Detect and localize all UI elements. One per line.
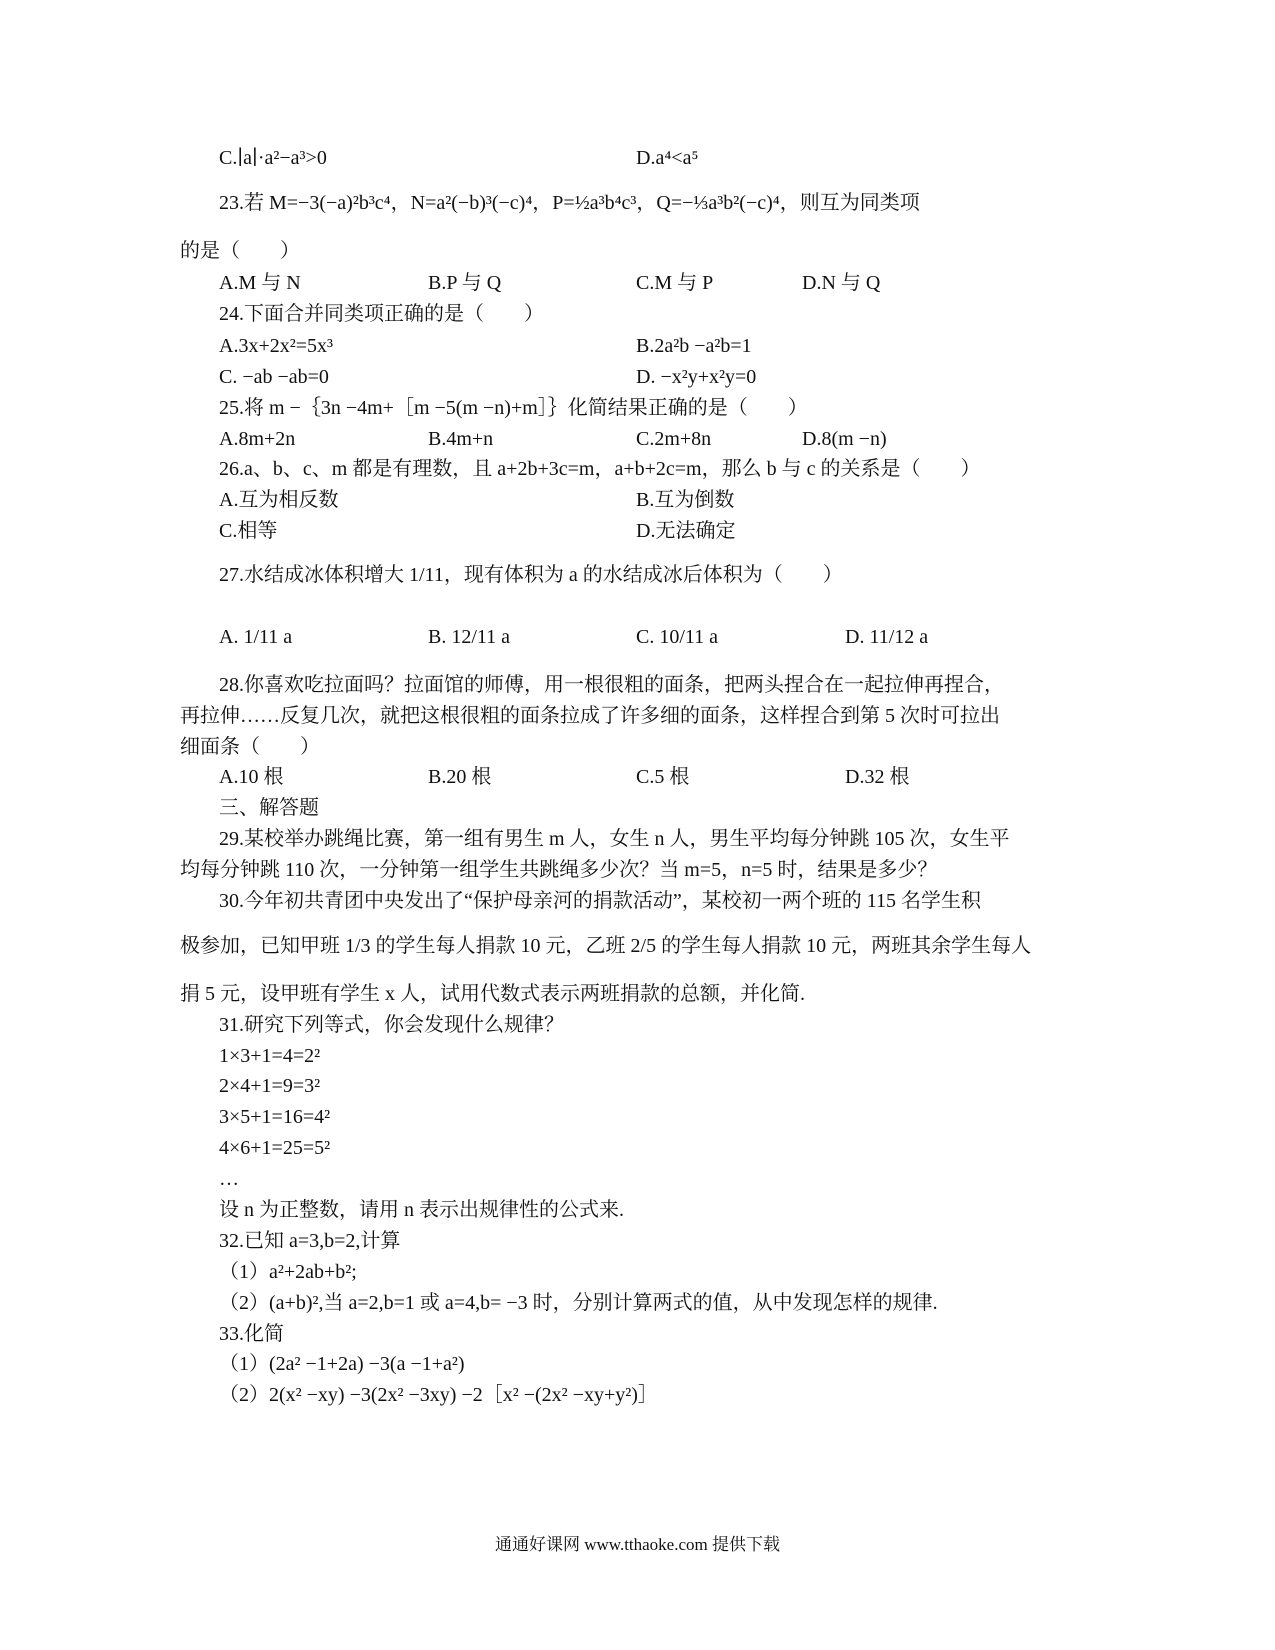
q28-option-d-text: D.32 根 [845,766,910,788]
q24-option-a-text: A.3x+2x²=5x³ [219,335,333,357]
q28-option-b [428,764,491,790]
q26-option-a-text: A.互为相反数 [219,489,339,511]
q31-stem-text: 31.研究下列等式，你会发现什么规律？ [219,1014,564,1036]
q32-part-1-text: （1）a²+2ab+b²; [219,1261,357,1283]
q25-option-a [219,426,295,452]
q27-option-c-text: C. 10/11 a [636,626,719,648]
q23-stem [219,190,920,216]
q28-option-b-text: B.20 根 [428,766,492,788]
q33-part-2-text: （2）2(x² −xy) −3(2x² −3xy) −2［x² −(2x² −xy+y²)］ [219,1384,658,1406]
q26-option-c-text: C.相等 [219,520,278,542]
q22-option-d [636,145,698,171]
q30-line3 [180,981,805,1007]
q25-option-c [636,426,711,452]
q22-option-c-text: C.∣a∣·a²−a³>0 [219,147,327,169]
q30-line1-text: 30.今年初共青团中央发出了“保护母亲河的捐款活动”，某校初一两个班的 115 名学生积 [219,890,982,912]
q27-stem-text: 27.水结成冰体积增大 1/11，现有体积为 a 的水结成冰后体积为（ ） [219,564,843,586]
q29-line2 [180,857,937,883]
q26-option-d [636,518,735,544]
q30-line2-text: 极参加，已知甲班 1/3 的学生每人捐款 10 元，乙班 2/5 的学生每人捐款 10 元，两班其余学生每人 [180,935,1032,957]
q33-stem [219,1321,284,1347]
q25-option-a-text: A.8m+2n [219,428,296,450]
q29-line1 [219,826,1010,852]
q24-stem [219,301,544,327]
q28-option-c-text: C.5 根 [636,766,690,788]
q23-option-b [428,270,501,296]
q31-eq-4 [219,1135,330,1161]
q23-stem-cont-text: 的是（ ） [180,240,300,262]
q31-eq-1 [219,1043,320,1069]
q22-option-d-text: D.a⁴<a⁵ [636,147,699,169]
q31-tail-text: 设 n 为正整数，请用 n 表示出规律性的公式来. [219,1199,624,1221]
q30-line2 [180,933,1031,959]
q32-part-1 [219,1259,357,1285]
q23-stem-text: 23.若 M=−3(−a)²b³c⁴，N=a²(−b)³(−c)⁴，P=½a³b⁴c³，Q=−⅓a³b²(−c)⁴，则互为同类项 [219,192,920,214]
q30-line1 [219,888,981,914]
q25-option-d [802,426,887,452]
q22-option-c [219,145,327,171]
q31-ellipsis [219,1166,239,1192]
q27-option-b [428,624,510,650]
q24-option-c-text: C. −ab −ab=0 [219,366,329,388]
q24-option-c [219,364,329,390]
q29-line2-text: 均每分钟跳 110 次，一分钟第一组学生共跳绳多少次？当 m=5，n=5 时，结果是多少？ [180,859,938,881]
q26-option-b [636,487,734,513]
q33-stem-text: 33.化简 [219,1323,284,1345]
section-heading [219,795,319,821]
q25-option-b-text: B.4m+n [428,428,494,450]
q24-stem-text: 24.下面合并同类项正确的是（ ） [219,303,544,325]
q27-option-d-text: D. 11/12 a [845,626,929,648]
q29-line1-text: 29.某校举办跳绳比赛，第一组有男生 m 人，女生 n 人，男生平均每分钟跳 105 次，女生平 [219,828,1010,850]
q31-tail [219,1197,624,1223]
q28-option-a-text: A.10 根 [219,766,284,788]
q28-option-c [636,764,689,790]
q28-line3-text: 细面条（ ） [180,736,320,758]
q27-option-a-text: A. 1/11 a [219,626,293,648]
q27-option-b-text: B. 12/11 a [428,626,511,648]
q27-stem [219,562,843,588]
q31-eq-2-text: 2×4+1=9=3² [219,1075,321,1097]
q28-line2-text: 再拉伸……反复几次，就把这根很粗的面条拉成了许多细的面条，这样捏合到第 5 次时可拉出 [180,705,1000,727]
q23-option-d [802,270,880,296]
q33-part-1 [219,1351,465,1377]
footer-text: 通通好课网 www.tthaoke.com 提供下载 [494,1535,781,1554]
q26-stem [219,456,980,482]
q26-stem-text: 26.a、b、c、m 都是有理数，且 a+2b+3c=m，a+b+2c=m，那么 b 与 c 的关系是（ ） [219,458,981,480]
q28-stem-line2 [180,703,1000,729]
q23-option-d-text: D.N 与 Q [802,272,881,294]
section-heading-text: 三、解答题 [219,797,319,819]
q24-option-a [219,333,333,359]
q31-ellipsis-text: … [219,1168,239,1190]
q26-option-c [219,518,277,544]
q31-stem [219,1012,564,1038]
q31-eq-1-text: 1×3+1=4=2² [219,1045,321,1067]
q26-option-d-text: D.无法确定 [636,520,736,542]
q28-stem-line3 [180,734,320,760]
q24-option-d-text: D. −x²y+x²y=0 [636,366,757,388]
q28-option-a [219,764,283,790]
q28-option-d [845,764,909,790]
q26-option-b-text: B.互为倒数 [636,489,735,511]
q23-stem-cont [180,238,300,264]
q23-option-a [219,270,301,296]
q25-option-b [428,426,493,452]
q31-eq-3-text: 3×5+1=16=4² [219,1106,331,1128]
q25-stem-text: 25.将 m −｛3n −4m+［m −5(m −n)+m］｝化简结果正确的是（ ） [219,397,808,419]
q27-option-a [219,624,292,650]
q23-option-b-text: B.P 与 Q [428,272,502,294]
q31-eq-3 [219,1104,330,1130]
q32-stem-text: 32.已知 a=3,b=2,计算 [219,1230,401,1252]
q23-option-a-text: A.M 与 N [219,272,301,294]
q30-line3-text: 捐 5 元，设甲班有学生 x 人，试用代数式表示两班捐款的总额，并化简. [180,983,805,1005]
q33-part-2 [219,1382,658,1408]
q31-eq-4-text: 4×6+1=25=5² [219,1137,331,1159]
q32-stem [219,1228,400,1254]
q23-option-c-text: C.M 与 P [636,272,714,294]
q25-option-d-text: D.8(m −n) [802,428,887,450]
q24-option-b [636,333,752,359]
q33-part-1-text: （1）(2a² −1+2a) −3(a −1+a²) [219,1353,465,1375]
q24-option-d [636,364,756,390]
q32-part-2-text: （2）(a+b)²,当 a=2,b=1 或 a=4,b= −3 时，分别计算两式的值，从中发现怎样的规律. [219,1292,938,1314]
page-footer [0,1534,1275,1556]
q28-line1-text: 28.你喜欢吃拉面吗？拉面馆的师傅，用一根很粗的面条，把两头捏合在一起拉伸再捏合， [219,674,1004,696]
q25-stem [219,395,808,421]
q25-option-c-text: C.2m+8n [636,428,712,450]
q23-option-c [636,270,713,296]
q26-option-a [219,487,338,513]
q27-option-d [845,624,928,650]
q27-option-c [636,624,718,650]
q31-eq-2 [219,1073,320,1099]
q28-stem-line1 [219,672,1004,698]
q24-option-b-text: B.2a²b −a²b=1 [636,335,752,357]
q32-part-2 [219,1290,938,1316]
